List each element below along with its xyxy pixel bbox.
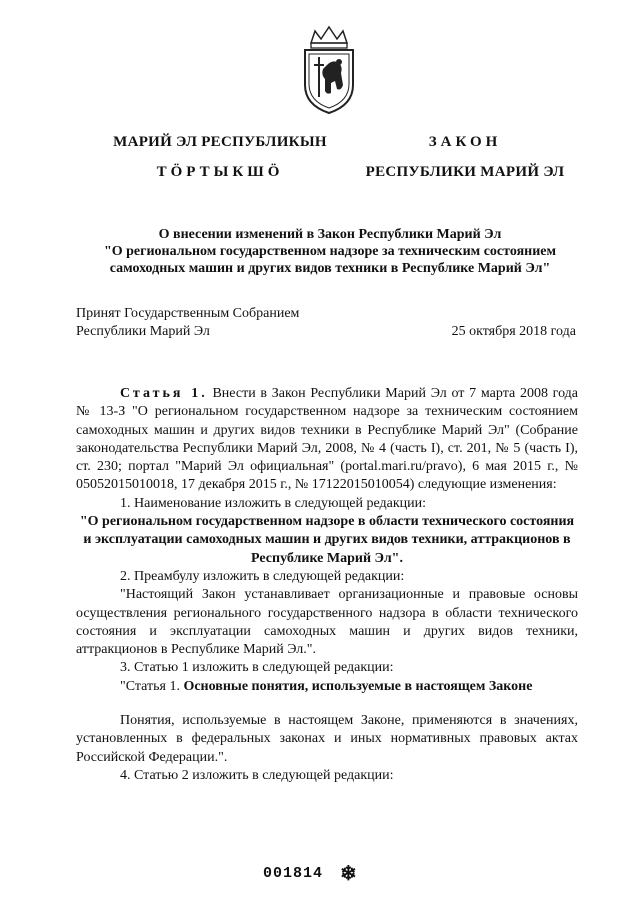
header-right [350,127,580,187]
item2: 2. Преамбулу изложить в следующей редакции: [120,568,405,584]
document-number: 001814 [263,865,324,882]
title-line1: О внесении изменений в Закон Республики Марий Эл [158,227,502,242]
title-line3: самоходных машин и других видов техники в Республике Марий Эл" [109,261,551,276]
article1-text: Внести в Закон Республики Марий Эл от 7 марта 2008 года № 13-З "О региональном государственном надзоре за техническим состоянием самоходных машин и других видов техники в Республике Марий Эл" (Собрание законодательства Республики Марий Эл, 2008, № 4 (часть I), ст. 201, № 5 (часть I), ст. 230; портал "Марий Эл официальная" (portal.mari.ru/pravo), 6 мая 2015 г., № 05052015010018, 17 декабря 2015 г., № 17122015010054) следующие изменения: [76,386,579,493]
article1-label: Статья 1. [120,386,208,401]
header-left-line1: МАРИЙ ЭЛ РЕСПУБЛИКЫН [113,134,327,150]
item1-quote: "О региональном государственном надзоре в области технического состояния и эксплуатации самоходных машин и других видов техники, аттракционов в Республике Марий Эл". [79,514,575,566]
header-left-line2: ТӦРТЫКШӦ [156,164,284,180]
item3-text: Понятия, используемые в настоящем Законе, применяются в значениях, установленных в федеральных законах и иных нормативных правовых актах Российской Федерации.". [76,713,578,765]
header-right-line1: ЗАКОН [428,134,502,150]
adoption-date: 25 октября 2018 года [451,324,576,339]
adoption-line1: Принят Государственным Собранием [76,306,300,321]
document-title [60,226,600,277]
item4: 4. Статью 2 изложить в следующей редакции: [120,767,394,783]
spacer [76,696,578,712]
article1-paragraph [76,385,578,495]
item3-heading-line [76,678,578,696]
item1: 1. Наименование изложить в следующей редакции: [120,495,426,511]
document-body [76,385,578,785]
item3-prefix: "Статья 1. [120,678,180,694]
header-right-line2: РЕСПУБЛИКИ МАРИЙ ЭЛ [365,164,565,180]
coat-of-arms-icon [297,25,361,115]
item2-quote: "Настоящий Закон устанавливает организационные и правовые основы осуществления регионального государственного надзора в области технического состояния и эксплуатации самоходных машин и других видов техники, аттракционов в Республике Марий Эл.". [76,587,578,658]
adoption-row [76,323,576,341]
title-line2: "О региональном государственном надзоре за техническим состоянием [103,244,557,259]
adoption-block [76,305,576,341]
adoption-line2: Республики Марий Эл [76,324,210,339]
item3-heading: Основные понятия, используемые в настоящем Законе [183,678,533,694]
header-left [95,127,345,187]
item3: 3. Статью 1 изложить в следующей редакции: [120,660,394,676]
snowflake-mark-icon: ❄ [340,863,357,885]
